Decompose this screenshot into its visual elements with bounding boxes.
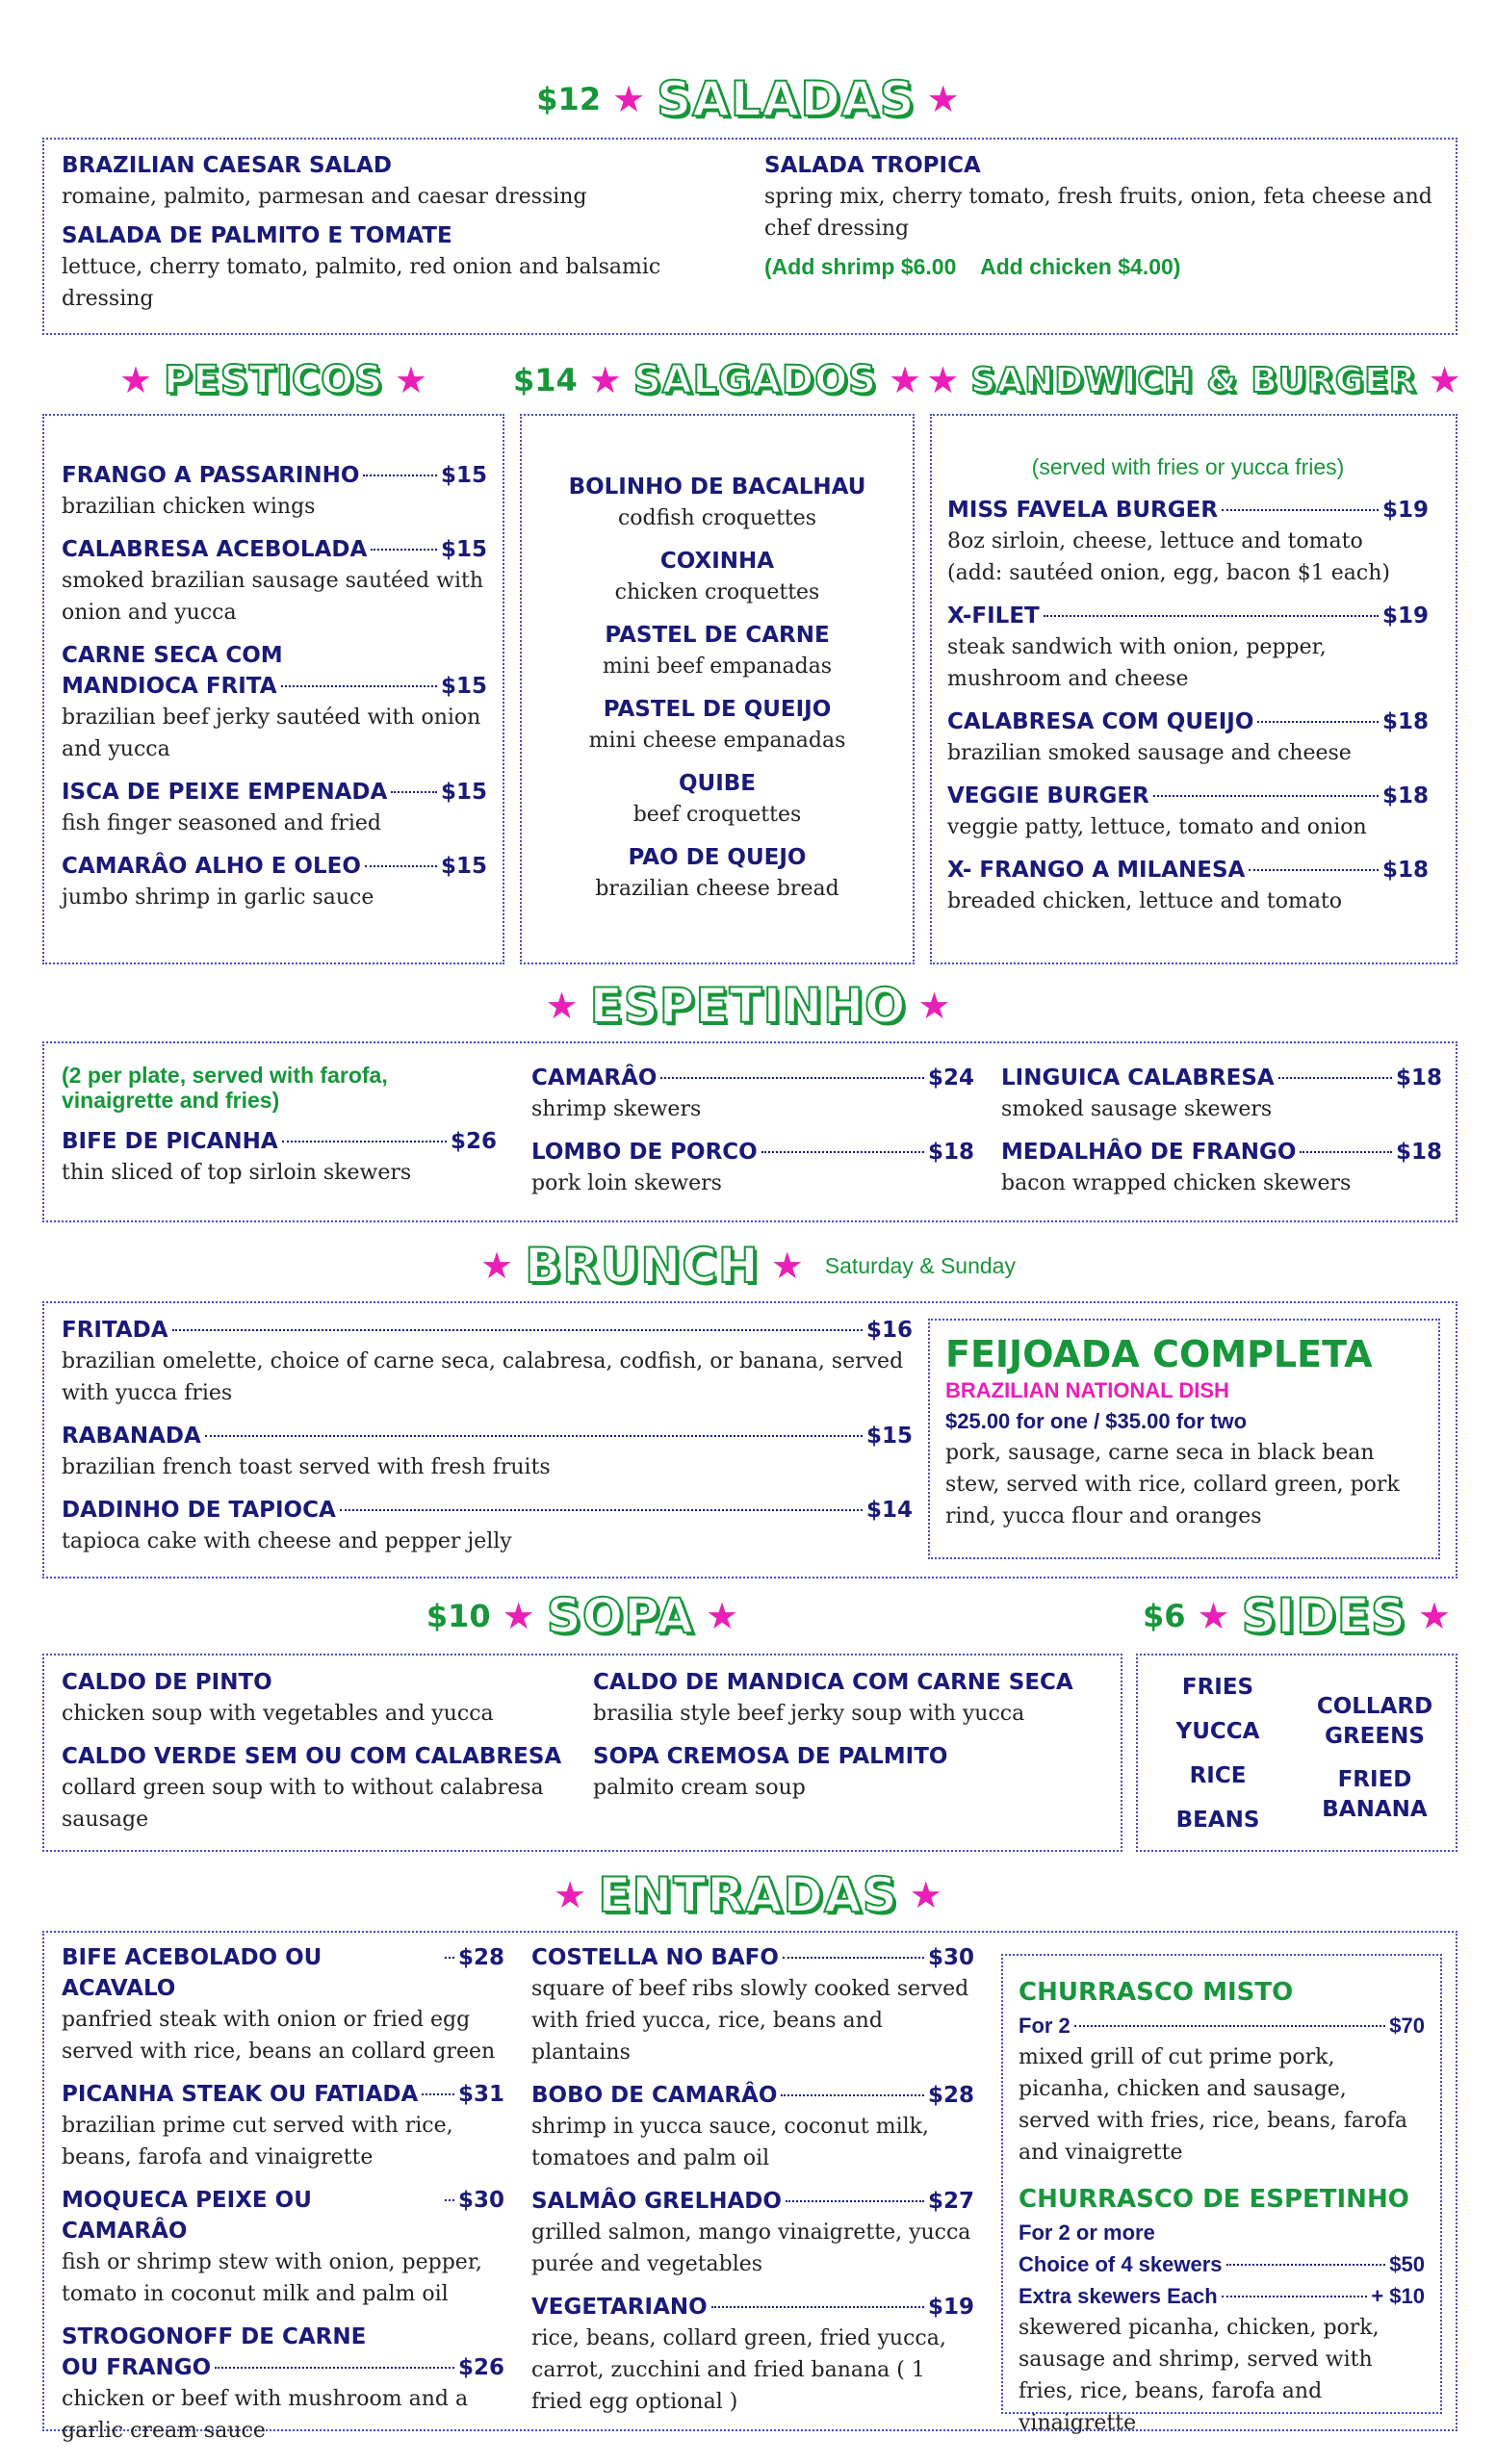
item-price: $18 bbox=[1381, 858, 1429, 883]
item-desc: chicken or beef with mushroom and a garlic cream sauce bbox=[62, 2387, 469, 2443]
menu-item bbox=[62, 1741, 562, 1835]
item-price: $26 bbox=[450, 1129, 497, 1154]
star-icon: ★ bbox=[1197, 1595, 1230, 1637]
star-icon: ★ bbox=[926, 78, 960, 120]
item-desc: 8oz sirloin, cheese, lettuce and tomato bbox=[947, 529, 1363, 553]
pesticos-header bbox=[42, 348, 504, 412]
espetinho-line1: For 2 or more bbox=[1019, 2220, 1155, 2245]
item-desc: brazilian chicken wings bbox=[62, 495, 316, 519]
item-desc: mini cheese empanadas bbox=[588, 729, 846, 753]
item-name: CALABRESA ACEBOLADA bbox=[62, 537, 368, 562]
entradas-col1 bbox=[62, 1942, 504, 2458]
item-name: PICANHA STEAK OU FATIADA bbox=[62, 2082, 419, 2107]
sandwich-note: (served with fries or yucca fries) bbox=[1031, 454, 1345, 479]
menu-item bbox=[62, 150, 735, 213]
item-desc: fish finger seasoned and fried bbox=[62, 811, 381, 835]
item-desc: codfish croquettes bbox=[617, 506, 817, 530]
item-name: QUIBE bbox=[678, 771, 757, 796]
menu-item bbox=[62, 1667, 562, 1730]
menu-item bbox=[1001, 1063, 1442, 1125]
brunch-header bbox=[0, 1232, 1496, 1299]
menu-item bbox=[62, 2185, 504, 2310]
menu-item bbox=[62, 460, 487, 523]
menu-item bbox=[62, 777, 487, 839]
item-name: FRITADA bbox=[62, 1318, 168, 1343]
item-desc: brazilian beef jerky sautéed with onion and yucca bbox=[62, 706, 481, 761]
item-name: VEGETARIANO bbox=[531, 2295, 708, 2320]
star-icon: ★ bbox=[545, 985, 579, 1027]
item-price: $19 bbox=[1381, 603, 1429, 629]
item-name: RABANADA bbox=[62, 1424, 201, 1449]
espetinho-col1 bbox=[62, 1063, 497, 1200]
espetinho-col2 bbox=[531, 1063, 974, 1211]
sandwich-list bbox=[947, 452, 1429, 929]
espetinho-header bbox=[0, 972, 1496, 1040]
item-name: ISCA DE PEIXE EMPENADA bbox=[62, 780, 388, 805]
churrasco-content bbox=[1019, 1975, 1425, 2439]
item-desc: shrimp skewers bbox=[531, 1097, 702, 1121]
item-name: PASTEL DE CARNE bbox=[605, 623, 830, 648]
item-name: SALMÂO GRELHADO bbox=[531, 2189, 782, 2214]
item-price: $18 bbox=[1395, 1065, 1442, 1091]
pesticos-title: PESTICOS bbox=[164, 358, 383, 402]
item-name: X-FILET bbox=[947, 603, 1040, 629]
menu-item bbox=[528, 694, 907, 757]
espetinho-price3: + $10 bbox=[1371, 2284, 1425, 2308]
star-icon: ★ bbox=[770, 1245, 804, 1287]
star-icon: ★ bbox=[480, 1245, 514, 1287]
star-icon: ★ bbox=[888, 359, 922, 401]
menu-item bbox=[62, 2322, 504, 2447]
item-price: $15 bbox=[440, 854, 487, 879]
menu-item bbox=[62, 1421, 913, 1483]
item-name: SALADA TROPICA bbox=[764, 153, 981, 178]
sandwich-title: SANDWICH & BURGER bbox=[970, 360, 1417, 400]
side-item: FRIES bbox=[1181, 1675, 1254, 1700]
misto-line: For 2 bbox=[1019, 2014, 1070, 2038]
brunch-title: BRUNCH bbox=[525, 1238, 760, 1294]
sides-left bbox=[1146, 1665, 1290, 1842]
star-icon: ★ bbox=[588, 359, 622, 401]
item-price: $31 bbox=[457, 2082, 504, 2107]
item-name: BIFE ACEBOLADO OU ACAVALO bbox=[62, 1945, 322, 2001]
menu-item bbox=[947, 601, 1429, 695]
item-price: $15 bbox=[440, 537, 487, 562]
item-name: X- FRANGO A MILANESA bbox=[947, 858, 1246, 883]
item-name: MISS FAVELA BURGER bbox=[947, 498, 1219, 523]
item-desc: brazilian french toast served with fresh fruits bbox=[62, 1455, 551, 1479]
menu-item bbox=[764, 150, 1438, 244]
salgados-title: SALGADOS bbox=[632, 358, 877, 402]
menu-item bbox=[62, 534, 487, 629]
item-desc: panfried steak with onion or fried egg served with rice, beans an collard green bbox=[62, 2008, 496, 2064]
item-desc: steak sandwich with onion, pepper, mushroom and cheese bbox=[947, 635, 1327, 691]
item-desc: bacon wrapped chicken skewers bbox=[1001, 1171, 1352, 1195]
item-name: BOLINHO DE BACALHAU bbox=[568, 475, 866, 500]
brunch-list bbox=[62, 1315, 913, 1569]
sides-header bbox=[1136, 1582, 1457, 1650]
item-desc: smoked brazilian sausage sautéed with onion and yucca bbox=[62, 569, 484, 625]
saladas-title: SALADAS bbox=[657, 71, 916, 127]
salgados-price: $14 bbox=[513, 362, 578, 398]
menu-item bbox=[528, 472, 907, 534]
item-desc: shrimp in yucca sauce, coconut milk, tomatoes and palm oil bbox=[531, 2115, 929, 2170]
menu-item bbox=[947, 495, 1429, 589]
menu-item bbox=[531, 1063, 974, 1125]
item-name: BIFE DE PICANHA bbox=[62, 1129, 278, 1154]
menu-item bbox=[531, 2186, 974, 2280]
sopa-col1 bbox=[62, 1667, 562, 1847]
menu-item bbox=[62, 1942, 504, 2067]
item-name: MEDALHÂO DE FRANGO bbox=[1001, 1140, 1297, 1165]
misto-price: $70 bbox=[1389, 2014, 1425, 2038]
espetinho-col3 bbox=[1001, 1063, 1442, 1211]
item-price: $24 bbox=[927, 1065, 974, 1091]
item-name: LOMBO DE PORCO bbox=[531, 1140, 758, 1165]
item-name: PASTEL DE QUEIJO bbox=[603, 697, 832, 722]
menu-item bbox=[531, 1942, 974, 2068]
menu-item bbox=[593, 1741, 1113, 1804]
item-price: $30 bbox=[457, 2188, 504, 2213]
item-name: LINGUICA CALABRESA bbox=[1001, 1065, 1275, 1091]
espetinho-title: ESPETINHO bbox=[589, 978, 907, 1034]
item-price: $15 bbox=[440, 674, 487, 699]
item-desc: romaine, palmito, parmesan and caesar dressing bbox=[62, 185, 587, 209]
menu-item bbox=[62, 640, 487, 765]
salgados-list bbox=[528, 472, 907, 916]
item-desc: chicken croquettes bbox=[614, 580, 820, 604]
sides-right bbox=[1300, 1692, 1450, 1825]
side-item: FRIED BANANA bbox=[1322, 1767, 1428, 1822]
item-desc: square of beef ribs slowly cooked served with fried yucca, rice, beans and plantains bbox=[531, 1977, 969, 2065]
item-name: MANDIOCA FRITA bbox=[62, 674, 277, 699]
item-price: $16 bbox=[865, 1318, 913, 1343]
menu-item bbox=[531, 2080, 974, 2174]
salgados-header bbox=[513, 348, 922, 412]
sides-title: SIDES bbox=[1241, 1588, 1406, 1644]
item-name: BOBO DE CAMARÂO bbox=[531, 2083, 778, 2108]
item-price: $28 bbox=[457, 1945, 504, 1970]
menu-item bbox=[62, 2079, 504, 2173]
item-desc: thin sliced of top sirloin skewers bbox=[62, 1161, 412, 1185]
item-name-line1: CARNE SECA COM bbox=[62, 643, 283, 668]
sopa-title: SOPA bbox=[546, 1588, 695, 1644]
item-name: COXINHA bbox=[659, 549, 775, 574]
item-name: SOPA CREMOSA DE PALMITO bbox=[593, 1744, 948, 1769]
item-desc: beef croquettes bbox=[632, 803, 802, 827]
item-desc: mini beef empanadas bbox=[602, 654, 833, 679]
sopa-price: $10 bbox=[426, 1598, 491, 1634]
item-desc: breaded chicken, lettuce and tomato bbox=[947, 889, 1343, 913]
item-desc: veggie patty, lettuce, tomato and onion bbox=[947, 815, 1367, 839]
item-desc: spring mix, cherry tomato, fresh fruits, onion, feta cheese and chef dressing bbox=[764, 185, 1432, 241]
item-price: $28 bbox=[927, 2083, 974, 2108]
menu-item bbox=[528, 842, 907, 905]
star-icon: ★ bbox=[502, 1595, 535, 1637]
item-desc: brazilian smoked sausage and cheese bbox=[947, 741, 1352, 765]
side-item: BEANS bbox=[1175, 1808, 1260, 1833]
item-desc: collard green soup with to without calabresa sausage bbox=[62, 1776, 544, 1832]
espetinho-line2: Choice of 4 skewers bbox=[1019, 2252, 1223, 2276]
saladas-price: $12 bbox=[536, 81, 602, 117]
side-item: RICE bbox=[1189, 1763, 1247, 1788]
item-desc: tapioca cake with cheese and pepper jelly bbox=[62, 1529, 512, 1553]
item-desc: brasilia style beef jerky soup with yucca bbox=[593, 1702, 1025, 1726]
item-name: FRANGO A PASSARINHO bbox=[62, 463, 360, 488]
item-desc: brazilian prime cut served with rice, beans, farofa and vinaigrette bbox=[62, 2114, 453, 2169]
item-name: PAO DE QUEJO bbox=[628, 845, 807, 870]
espetinho-desc: skewered picanha, chicken, pork, sausage and shrimp, served with fries, rice, beans, farofa and vinaigrette bbox=[1019, 2316, 1380, 2435]
item-desc: palmito cream soup bbox=[593, 1776, 806, 1800]
feijoada-title: FEIJOADA COMPLETA bbox=[945, 1333, 1373, 1375]
item-price: $15 bbox=[440, 780, 487, 805]
espetinho-note: (2 per plate, served with farofa, vinaigrette and fries) bbox=[62, 1063, 388, 1113]
side-item: YUCCA bbox=[1175, 1719, 1260, 1744]
menu-item bbox=[531, 1137, 974, 1199]
item-desc: rice, beans, collard green, fried yucca, carrot, zucchini and fried banana ( 1 fried egg optional ) bbox=[531, 2326, 946, 2414]
item-price: $19 bbox=[1381, 498, 1429, 523]
brunch-note: Saturday & Sunday bbox=[824, 1252, 1016, 1278]
menu-item bbox=[528, 620, 907, 682]
menu-item bbox=[1001, 1137, 1442, 1199]
item-name: CALABRESA COM QUEIJO bbox=[947, 709, 1254, 734]
item-price: $30 bbox=[927, 1945, 974, 1970]
entradas-title: ENTRADAS bbox=[598, 1867, 898, 1923]
item-name: VEGGIE BURGER bbox=[947, 783, 1149, 808]
item-name-line1: STROGONOFF DE CARNE bbox=[62, 2324, 367, 2349]
item-name: BRAZILIAN CAESAR SALAD bbox=[62, 153, 392, 178]
item-price: $26 bbox=[457, 2355, 504, 2380]
item-desc-extra: (add: sautéed onion, egg, bacon $1 each) bbox=[947, 561, 1390, 585]
item-price: $18 bbox=[1381, 709, 1429, 734]
sopa-col2 bbox=[593, 1667, 1113, 1815]
item-desc: grilled salmon, mango vinaigrette, yucca purée and vegetables bbox=[531, 2220, 971, 2276]
feijoada-price: $25.00 for one / $35.00 for two bbox=[945, 1409, 1248, 1433]
menu-item bbox=[947, 706, 1429, 769]
star-icon: ★ bbox=[909, 1874, 942, 1916]
menu-item bbox=[528, 768, 907, 831]
star-icon: ★ bbox=[926, 359, 960, 401]
star-icon: ★ bbox=[394, 359, 427, 401]
item-name: DADINHO DE TAPIOCA bbox=[62, 1498, 336, 1523]
saladas-col-right bbox=[764, 150, 1438, 281]
menu-item bbox=[528, 546, 907, 608]
item-name: COSTELLA NO BAFO bbox=[531, 1945, 779, 1970]
star-icon: ★ bbox=[612, 78, 646, 120]
item-name: MOQUECA PEIXE OU CAMARÂO bbox=[62, 2188, 312, 2244]
sopa-header bbox=[42, 1582, 1122, 1650]
item-price: $15 bbox=[440, 463, 487, 488]
saladas-header bbox=[0, 65, 1496, 133]
item-price: $18 bbox=[1395, 1140, 1442, 1165]
item-desc: brazilian omelette, choice of carne seca, calabresa, codfish, or banana, served with yucca fries bbox=[62, 1349, 904, 1405]
side-item: COLLARD GREENS bbox=[1316, 1694, 1433, 1749]
item-price: $14 bbox=[865, 1498, 913, 1523]
item-desc: lettuce, cherry tomato, palmito, red onion and balsamic dressing bbox=[62, 255, 661, 311]
saladas-addons: (Add shrimp $6.00 Add chicken $4.00) bbox=[764, 254, 1181, 279]
item-price: $27 bbox=[927, 2189, 974, 2214]
menu-item bbox=[593, 1667, 1113, 1730]
menu-item bbox=[62, 851, 487, 913]
feijoada-desc: pork, sausage, carne seca in black bean stew, served with rice, collard green, pork rind, yucca flour and oranges bbox=[945, 1441, 1400, 1528]
entradas-col2 bbox=[531, 1942, 974, 2429]
item-desc: chicken soup with vegetables and yucca bbox=[62, 1702, 494, 1726]
item-desc: jumbo shrimp in garlic sauce bbox=[62, 886, 374, 910]
churrasco-espetinho-title: CHURRASCO DE ESPETINHO bbox=[1019, 2185, 1409, 2214]
star-icon: ★ bbox=[706, 1595, 739, 1637]
item-price: $19 bbox=[927, 2295, 974, 2320]
menu-item bbox=[62, 1126, 497, 1189]
item-name: CAMARÂO bbox=[531, 1065, 658, 1091]
menu-item bbox=[62, 1495, 913, 1557]
item-name: CALDO VERDE SEM OU COM CALABRESA bbox=[62, 1744, 562, 1769]
item-price: $18 bbox=[927, 1140, 974, 1165]
item-desc: pork loin skewers bbox=[531, 1171, 722, 1195]
star-icon: ★ bbox=[1417, 1595, 1451, 1637]
item-price: $15 bbox=[865, 1424, 913, 1449]
item-desc: smoked sausage skewers bbox=[1001, 1097, 1273, 1121]
sides-price: $6 bbox=[1143, 1598, 1186, 1634]
sandwich-header bbox=[926, 348, 1461, 412]
menu-item bbox=[947, 855, 1429, 917]
item-name: CALDO DE MANDICA COM CARNE SECA bbox=[593, 1670, 1073, 1695]
saladas-col-left bbox=[62, 150, 735, 326]
item-name: CALDO DE PINTO bbox=[62, 1670, 272, 1695]
pesticos-list bbox=[62, 460, 487, 925]
misto-desc: mixed grill of cut prime pork, picanha, chicken and sausage, served with fries, rice, beans, farofa and vinaigrette bbox=[1019, 2045, 1408, 2165]
menu-item bbox=[62, 220, 735, 315]
item-name: SALADA DE PALMITO E TOMATE bbox=[62, 223, 452, 248]
menu-item bbox=[62, 1315, 913, 1409]
menu-item bbox=[947, 781, 1429, 843]
star-icon: ★ bbox=[917, 985, 951, 1027]
star-icon: ★ bbox=[1428, 359, 1461, 401]
espetinho-price2: $50 bbox=[1389, 2252, 1425, 2276]
star-icon: ★ bbox=[554, 1874, 587, 1916]
espetinho-line3: Extra skewers Each bbox=[1019, 2284, 1218, 2308]
item-name: CAMARÂO ALHO E OLEO bbox=[62, 854, 361, 879]
star-icon: ★ bbox=[119, 359, 153, 401]
entradas-header bbox=[0, 1861, 1496, 1929]
feijoada-content bbox=[945, 1332, 1427, 1532]
item-desc: brazilian cheese bread bbox=[595, 877, 839, 901]
item-desc: fish or shrimp stew with onion, pepper, tomato in coconut milk and palm oil bbox=[62, 2250, 482, 2306]
churrasco-misto-title: CHURRASCO MISTO bbox=[1019, 1978, 1294, 2007]
item-name: OU FRANGO bbox=[62, 2355, 212, 2380]
menu-item bbox=[531, 2292, 974, 2418]
item-price: $18 bbox=[1381, 783, 1429, 808]
feijoada-subtitle: BRAZILIAN NATIONAL DISH bbox=[945, 1378, 1229, 1402]
